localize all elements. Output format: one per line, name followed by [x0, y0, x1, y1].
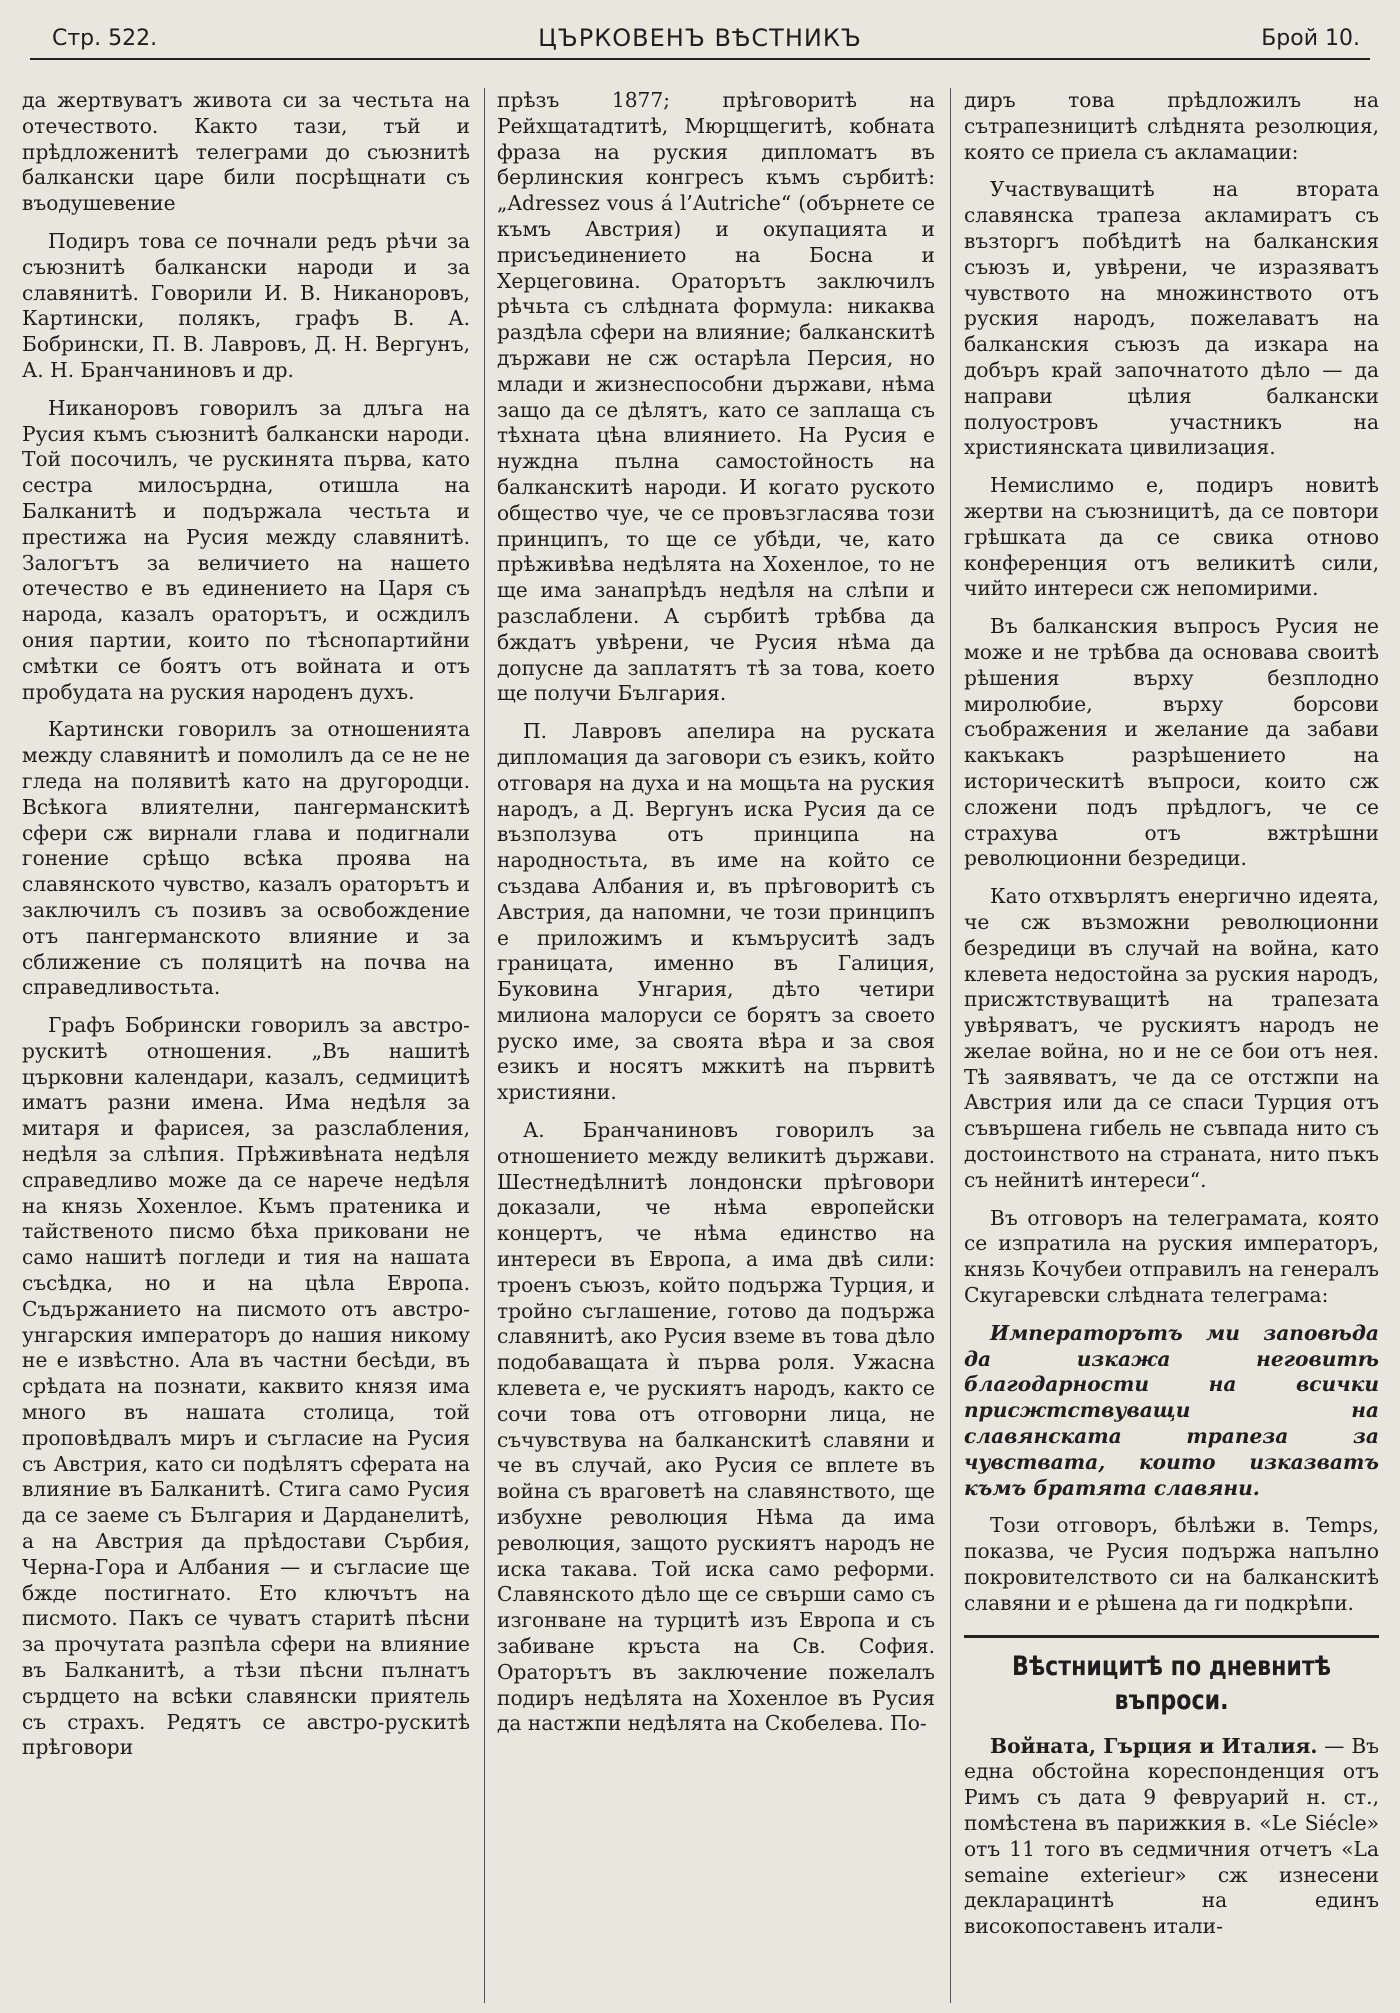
section-lead: Войната, Гърция и Италия. — [990, 1733, 1318, 1758]
column-2 — [497, 88, 935, 2003]
section-body: — Въ една обстойна кореспонденция отъ Римъ съ дата 9 февруарий н. ст., помѣстена въ парижкия в. «Le Siécle» отъ 11 того въ седмичния отчетъ «La semaine exterieur» сж изнесени декларацинтѣ на единъ високопоставенъ итали- — [964, 1733, 1379, 1939]
paragraph: Никаноровъ говорилъ за длъга на Русия къмъ съюзнитѣ балкански народи. Той посочилъ, че рускинята първа, като сестра милосърдна, отишла на Балканитѣ и подържала честьта и престижа на Русия между славянитѣ. Залогътъ за величието на нашето отечество е въ единението на Царя съ народа, казалъ ораторътъ, и осждилъ ония партии, които по тѣснопартийни смѣтки се боятъ отъ войната и отъ пробудата на руския народенъ духъ. — [22, 395, 470, 704]
paragraph: Подиръ това се почнали редъ рѣчи за съюзнитѣ балкански народи и за славянитѣ. Говорили И. В. Никаноровъ, Картински, полякъ, графъ В. А. Бобрински, П. В. Лавровъ, Д. Н. Вергунъ, А. Н. Бранчаниновъ и др. — [22, 228, 470, 382]
column-3 — [964, 88, 1379, 2003]
paragraph: А. Бранчаниновъ говорилъ за отношението между великитѣ държави. Шестнедѣлнитѣ лондонски прѣговори доказали, че нѣма европейски концертъ, че нѣма единство на интереси въ Европа, а има двѣ сили: троенъ съюзъ, който подържа Турция, и тройно съглашение, готово да подържа славянитѣ, ако Русия вземе въ това дѣло подобаващата ѝ първа роля. Ужасна клевета е, че рускиятъ народъ, както се сочи това отъ отговорни лица, не съчувствува на балканскитѣ славяни и че въ случай, ако Русия се вплете въ война съ враговетѣ на славянството, ще избухне революция Нѣма да има революция, защото рускиятъ народъ не иска такава. Той иска само реформи. Славянското дѣло ще се свърши само съ изгонване на турцитѣ изъ Европа и съ забиване кръста на Св. София. Ораторътъ въ заключение пожелалъ подиръ недѣлята на Хохенлое въ Русия да настжпи недѣлята на Скобелева. По- — [497, 1118, 935, 1736]
column-1 — [22, 88, 470, 2003]
paragraph: Въ балканския въпросъ Русия не може и не трѣбва да основава своитѣ рѣшения върху безплодно миролюбие, върху борсови съображения и желание да забави какъкакъ разрѣшението на историческитѣ въпроси, които сж сложени подъ прѣдлогъ, че се страхува отъ вжтрѣшни революционни безредици. — [964, 614, 1379, 871]
paragraph: Въ отговоръ на телеграмата, която се изпратила на руския императоръ, князь Кочубеи отправилъ на генералъ Скугаревски слѣдната телеграма: — [964, 1205, 1379, 1308]
section-paragraph — [964, 1734, 1379, 1940]
paragraph: Немислимо е, подиръ новитѣ жертви на съюзницитѣ, да се повтори грѣшката да се свика отново конференция отъ великитѣ сили, чийто интереси сж непомирими. — [964, 473, 1379, 601]
telegram-text: Императорътъ ми заповѣда да изкажа неговитѣ благодарности на всички присжтствуващи на славянската трапеза за чувствата, които изказватъ къмъ братята славяни. — [964, 1320, 1379, 1500]
paragraph: П. Лавровъ апелира на руската дипломация да заговори съ езикъ, който отговаря на духа и на мощьта на руския народъ, а Д. Вергунъ иска Русия да се възползува отъ принципа на народностьта, въ име на който се създава Албания и, въ прѣговоритѣ съ Австрия, да напомни, че този принципъ е приложимъ и къмъруситѣ задъ границата, именно въ Галиция, Буковина Унгария, дѣто четири милиона малоруси се борятъ за своето руско име, за своята вѣра и за своя езикъ и носятъ мжкитѣ на първитѣ християни. — [497, 719, 935, 1105]
section-separator — [964, 1635, 1379, 1638]
text-columns — [22, 88, 1382, 2003]
paragraph: диръ това прѣдложилъ на сътрапезницитѣ слѣднята резолюция, която се приела съ акламации: — [964, 88, 1379, 164]
issue-number: Брой 10. — [1261, 26, 1360, 51]
section-title: Вѣстницитѣ по дневнитѣ въпроси. — [1011, 1650, 1332, 1716]
page-number: Стр. 522. — [52, 26, 158, 51]
paragraph: прѣзъ 1877; прѣговоритѣ на Рейхщатадтитѣ, Мюрцщегитѣ, кобната фраза на руския дипломатъ въ берлинския конгресъ къмъ сърбитѣ: „Adressez vous á l’Autriche“ (обърнете се къмъ Австрия) и окупацията и присъединението на Босна и Херцеговина. Ораторътъ заключилъ рѣчьта съ слѣдната формула: никаква раздѣла сфери на влияние; балканскитѣ държави не сж остарѣла Персия, но млади и жизнеспособни държави, нѣма защо да се дѣлятъ, като се заплаща съ тѣхната цѣна влиянието. На Русия е нуждна пълна самостойность на балканскитѣ народи. И когато руското общество чуе, че се провъзгласява този принципъ, то ще се убѣди, че, като прѣживѣва недѣлята на Хохенлое, то не ще има занапрѣдъ недѣля на слѣпи и разслаблени. А сърбитѣ трѣбва да бждатъ увѣрени, че Русия нѣма да допусне да заплатятъ тѣ за това, което ще получи България. — [497, 88, 935, 706]
paragraph: Като отхвърлятъ енергично идеята, че сж възможни революционни безредици въ случай на война, като клевета недостойна за руския народъ, присжтствуващитѣ на трапезата увѣряватъ, че рускиятъ народъ не желае война, но и не се бои отъ нея. Тѣ заявяватъ, че да се отстжпи на Австрия или да се спаси Турция отъ съвършена гибель не съвпада нито съ достоинството на страната, нито пъкъ съ нейнитѣ интереси“. — [964, 884, 1379, 1192]
paragraph: Този отговоръ, бѣлѣжи в. Temps, показва, че Русия подържа напълно покровителството си на балканскитѣ славяни и е рѣшена да ги подкрѣпи. — [964, 1513, 1379, 1615]
page-header — [30, 22, 1370, 60]
column-divider — [484, 88, 485, 2003]
newspaper-title: ЦЪРКОВЕНЪ ВѢСТНИКЪ — [538, 24, 862, 52]
paragraph: Графъ Бобрински говорилъ за австро-рускитѣ отношения. „Въ нашитѣ църковни календари, казалъ, седмицитѣ иматъ разни имена. Има недѣля за митаря и фарисея, за разслабления, недѣля за слѣпия. Прѣживѣната недѣля справедливо може да се нарече недѣля на князь Хохенлое. Къмъ пратеника и тайственото писмо бѣха приковани не само нашитѣ погледи и тия на нашата съсѣдка, но и на цѣла Европа. Съдържанието на писмото отъ австро-унгарския императоръ до нашия никому не е извѣстно. Ала въ частни бесѣди, въ срѣдата на познати, каквито князя има много въ нашата столица, той проповѣдвалъ миръ и съгласие на Русия съ Австрия, като си подѣлятъ сферата на влияние въ Балканитѣ. Стига само Русия да се заеме съ България и Дарданелитѣ, а на Австрия да прѣдостави Сърбия, Черна-Гора и Албания — и съгласие ще бжде постигнато. Ето ключътъ на писмото. Пакъ се чуватъ старитѣ пѣсни за прочутата разпѣла сфери на влияние въ Балканитѣ, а тѣзи пѣсни пълнатъ сърдцето на всѣки славянски приятель съ страхъ. Редятъ се австро-рускитѣ прѣговори — [22, 1013, 470, 1760]
paragraph: Картински говорилъ за отношенията между славянитѣ и помолилъ да се не не гледа на полявитѣ като на другородци. Всѣкога влиятелни, пангерманскитѣ сфери сж вирнали глава и подигнали гонение срѣщо всѣка проява на славянското чувство, казалъ ораторътъ и заключилъ съ позивъ за освобождение отъ пангерманското влияние и за сближение съ поляцитѣ на почва на справедливостьта. — [22, 717, 470, 1000]
column-divider — [950, 88, 951, 2003]
paragraph: Участвуващитѣ на втората славянска трапеза акламиратъ съ възторгъ побѣдитѣ на балканския съюзъ и, увѣрени, че изразяватъ чувството на множинството отъ руския народъ, пожелаватъ на балканския съюзъ да изкара на добъръ край започнатото дѣло — да направи цѣлия балкански полуостровъ участникъ на християнската цивилизация. — [964, 177, 1379, 460]
paragraph: да жертвуватъ живота си за честьта на отечеството. Както тази, тъй и прѣдложенитѣ телеграми до съюзнитѣ балкански царе били посрѣщнати съ въодушевение — [22, 88, 470, 216]
